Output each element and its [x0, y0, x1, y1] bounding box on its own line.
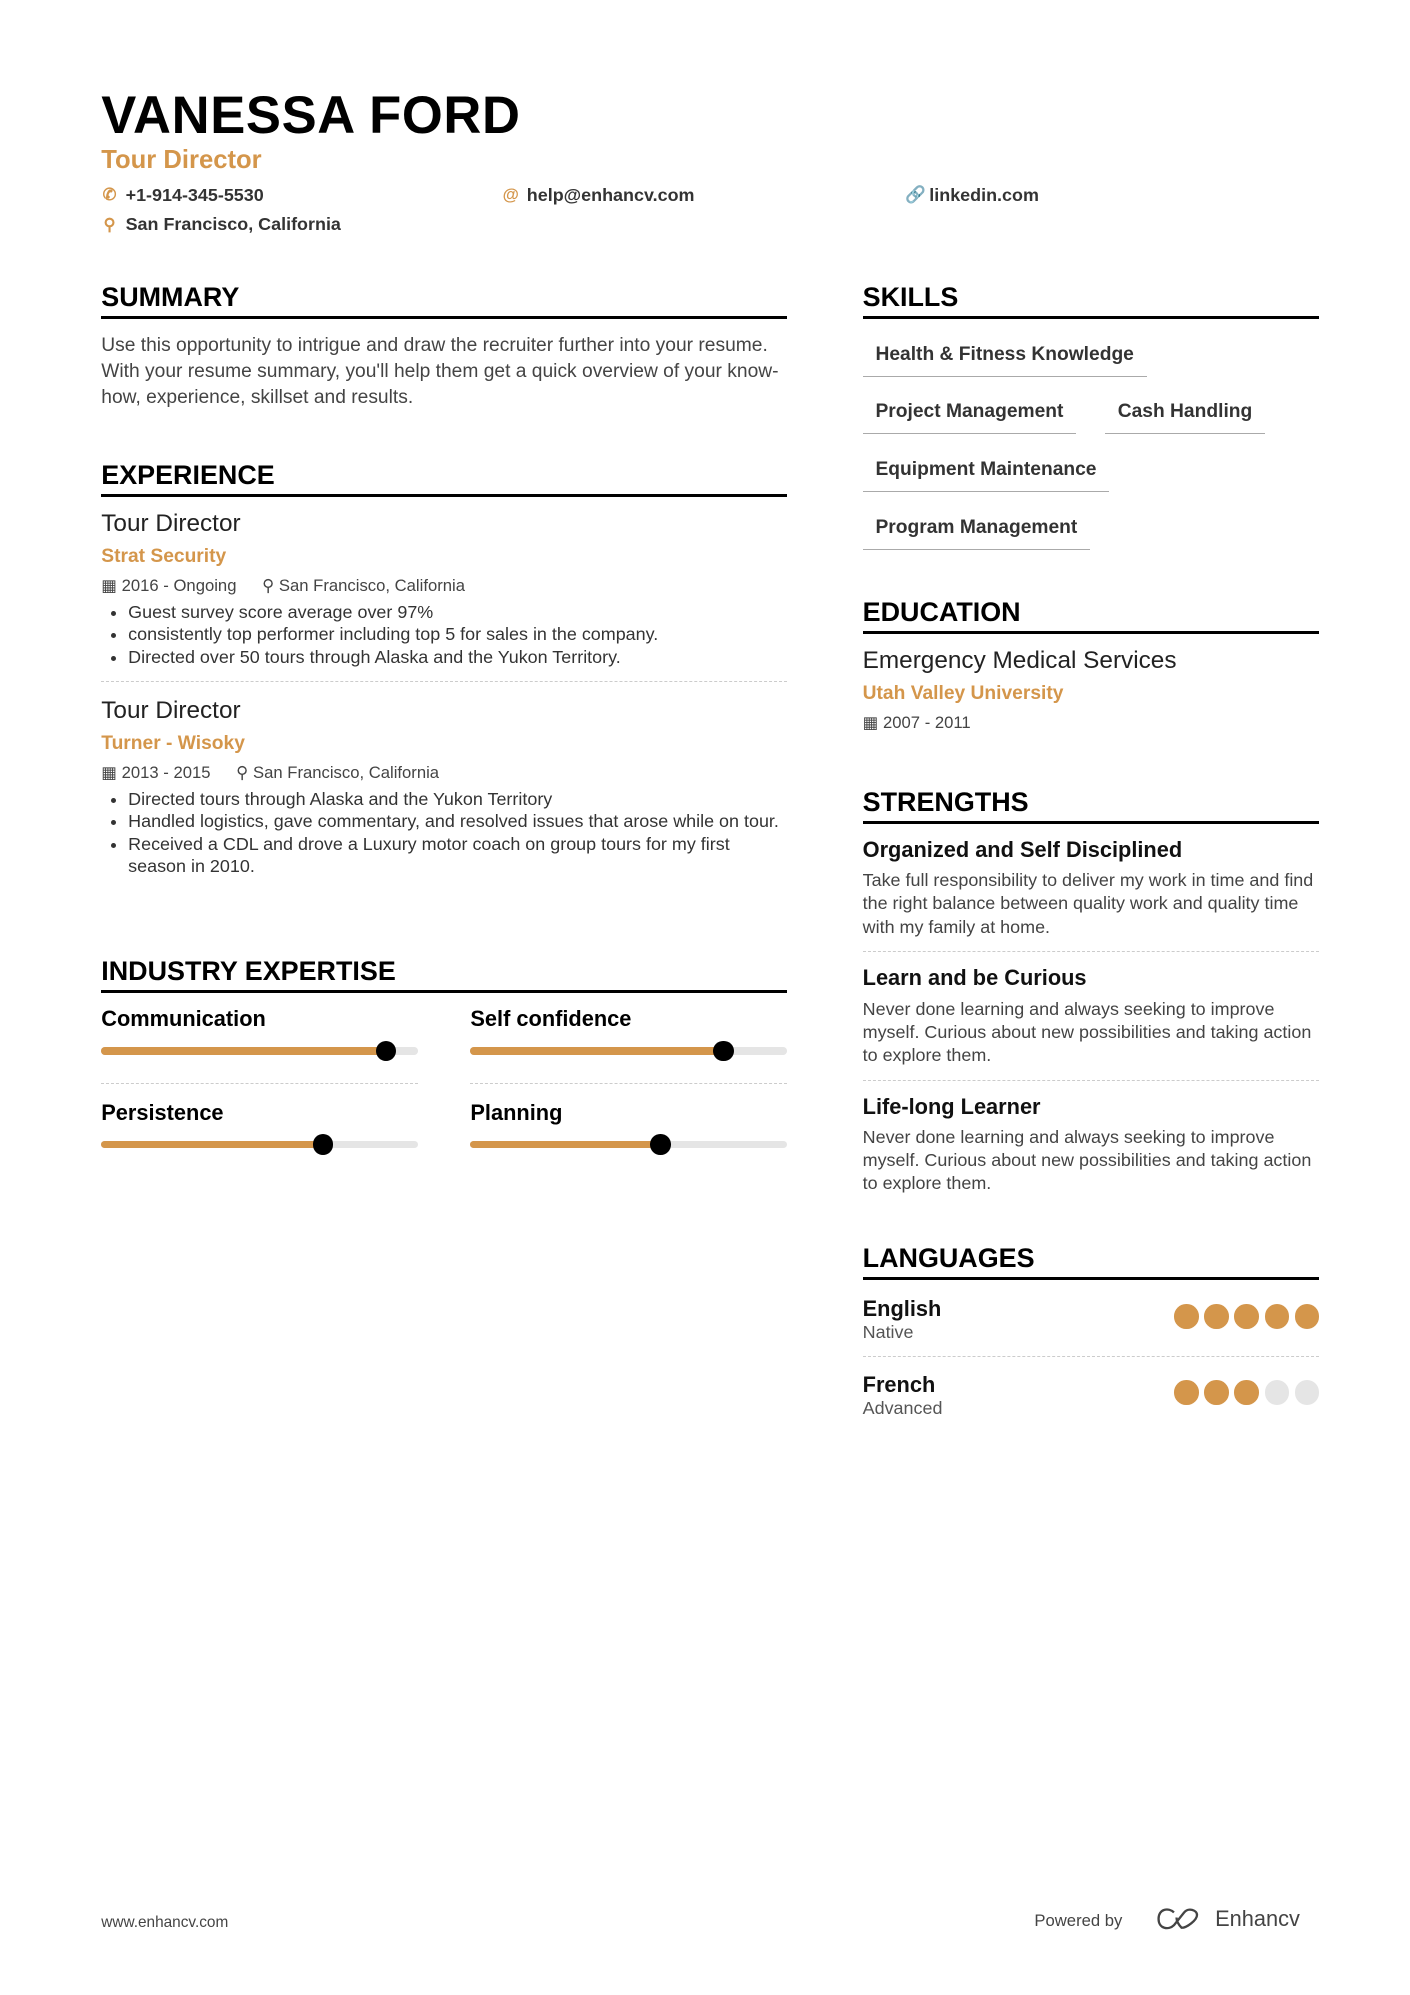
expertise-label: Planning	[470, 1099, 563, 1125]
phone[interactable]	[101, 185, 263, 206]
strengths-heading: STRENGTHS	[863, 787, 1319, 824]
strength-title: Learn and be Curious	[862, 965, 1087, 991]
expertise-knob	[713, 1041, 734, 1062]
expertise-heading: INDUSTRY EXPERTISE	[101, 956, 787, 993]
job-title: Tour Director	[101, 510, 241, 538]
skill-tag: Equipment Maintenance	[863, 459, 1110, 492]
enhancv-logo-icon	[1156, 1906, 1202, 1932]
job-bullet: • Directed over 50 tours through Alaska and the Yukon Territory.	[128, 646, 787, 668]
location	[101, 214, 341, 235]
job-entry	[101, 697, 787, 877]
proficiency-dot	[1265, 1380, 1289, 1404]
proficiency-dots	[1168, 1304, 1319, 1334]
at-icon: @	[502, 185, 519, 205]
divider	[863, 1080, 1319, 1081]
job-entry	[101, 510, 787, 682]
proficiency-dot	[1174, 1380, 1198, 1404]
strength-title: Organized and Self Disciplined	[862, 837, 1183, 862]
dates-text: 2016 - Ongoing	[121, 575, 237, 595]
experience-list	[101, 510, 787, 877]
calendar-icon: ▦	[101, 575, 122, 595]
job-title: Tour Director	[101, 697, 241, 725]
skill-tag: Program Management	[863, 517, 1090, 550]
language-name: French	[862, 1372, 936, 1398]
strength-text: Take full responsibility to deliver my work in time and find the right balance between quality work and quality time with my family at home.	[862, 870, 1314, 937]
location-pin-icon: ⚲	[262, 575, 279, 595]
phone-icon: ✆	[102, 185, 117, 205]
enhancv-logo[interactable]	[1156, 1906, 1300, 1932]
language-item	[863, 1372, 1319, 1419]
proficiency-dot	[1295, 1304, 1319, 1328]
language-level: Advanced	[862, 1398, 943, 1419]
website-link[interactable]	[905, 185, 1039, 206]
calendar-icon: ▦	[101, 762, 122, 782]
proficiency-dot	[1234, 1304, 1258, 1328]
skill-tag: Cash Handling	[1105, 401, 1265, 434]
company: Turner - Wisoky	[101, 732, 245, 754]
expertise-label: Communication	[101, 1006, 266, 1032]
divider	[470, 1083, 787, 1084]
strengths-list	[863, 837, 1319, 1195]
skill-tag: Health & Fitness Knowledge	[863, 344, 1147, 377]
location-text: San Francisco, California	[253, 762, 440, 782]
strength-title: Life-long Learner	[862, 1093, 1041, 1119]
strength-item	[863, 837, 1319, 952]
proficiency-dot	[1295, 1380, 1319, 1404]
job-bullet: • Directed tours through Alaska and the Yukon Territory	[128, 788, 787, 810]
footer-url[interactable]: www.enhancv.com	[101, 1913, 229, 1931]
languages-heading: LANGUAGES	[863, 1243, 1319, 1280]
expertise-knob	[313, 1134, 334, 1155]
expertise-knob	[376, 1041, 397, 1062]
job-dates	[101, 576, 236, 596]
divider	[101, 1083, 418, 1084]
dates-text: 2013 - 2015	[121, 762, 211, 782]
expertise-label: Persistence	[101, 1099, 224, 1125]
language-item	[863, 1296, 1319, 1343]
expertise-fill	[470, 1141, 660, 1149]
expertise-fill	[101, 1141, 323, 1149]
strength-item	[863, 1094, 1319, 1196]
location-text: San Francisco, California	[125, 214, 341, 235]
summary-text: Use this opportunity to intrigue and draw the recruiter further into your resume. With your resume summary, you'll help them get a quick overview of your know-how, experience, skillset and results.	[101, 335, 779, 408]
expertise-slider	[101, 1047, 418, 1055]
phone-text: +1-914-345-5530	[125, 184, 264, 205]
skills-heading: SKILLS	[863, 282, 1319, 319]
job-bullet: • Received a CDL and drove a Luxury motor coach on group tours for my first season in 2010.	[128, 833, 787, 878]
expertise-label: Self confidence	[470, 1006, 632, 1032]
job-bullet: • consistently top performer including top 5 for sales in the company.	[128, 623, 787, 645]
proficiency-dot	[1234, 1380, 1258, 1404]
languages-list	[863, 1296, 1319, 1419]
proficiency-dot	[1174, 1304, 1198, 1328]
proficiency-dots	[1168, 1380, 1319, 1410]
email[interactable]	[502, 185, 694, 206]
school: Utah Valley University	[862, 682, 1064, 704]
link-icon: 🔗	[904, 185, 926, 205]
expertise-fill	[470, 1047, 723, 1055]
location-text: San Francisco, California	[278, 575, 465, 595]
divider	[101, 681, 787, 682]
enhancv-brand-text: Enhancv	[1215, 1906, 1300, 1932]
powered-by: Powered by	[1034, 1911, 1123, 1931]
education-dates	[863, 713, 971, 733]
degree: Emergency Medical Services	[862, 647, 1177, 675]
expertise-slider	[470, 1047, 787, 1055]
experience-heading: EXPERIENCE	[101, 460, 787, 497]
dates-text: 2007 - 2011	[883, 712, 971, 732]
link-text: linkedin.com	[929, 184, 1039, 205]
proficiency-dot	[1204, 1304, 1228, 1328]
expertise-slider	[470, 1141, 787, 1149]
strength-item	[863, 965, 1319, 1080]
language-name: English	[862, 1295, 942, 1321]
company: Strat Security	[101, 545, 227, 567]
candidate-name: VANESSA FORD	[101, 85, 521, 145]
job-location	[262, 576, 465, 596]
divider	[863, 1356, 1319, 1357]
job-bullet: • Handled logistics, gave commentary, and resolved issues that arose while on tour.	[128, 810, 787, 832]
location-pin-icon: ⚲	[236, 762, 253, 782]
proficiency-dot	[1265, 1304, 1289, 1328]
email-text: help@enhancv.com	[526, 184, 695, 205]
strength-text: Never done learning and always seeking to improve myself. Curious about new possibilities and taking action to explore them.	[862, 1126, 1312, 1194]
education-heading: EDUCATION	[863, 597, 1319, 634]
education-entry	[863, 647, 1319, 732]
expertise-fill	[101, 1047, 386, 1055]
job-dates	[101, 763, 210, 783]
skill-tag: Project Management	[863, 401, 1077, 434]
divider	[863, 951, 1319, 952]
calendar-icon: ▦	[862, 712, 884, 732]
expertise-slider	[101, 1141, 418, 1149]
proficiency-dot	[1204, 1380, 1228, 1404]
strength-text: Never done learning and always seeking to improve myself. Curious about new possibilities and taking action to explore them.	[862, 998, 1312, 1065]
job-bullet: • Guest survey score average over 97%	[128, 601, 787, 623]
job-location	[236, 763, 439, 783]
language-level: Native	[862, 1321, 914, 1342]
expertise-knob	[650, 1134, 671, 1155]
summary-heading: SUMMARY	[101, 282, 787, 319]
candidate-title: Tour Director	[101, 146, 262, 175]
location-pin-icon: ⚲	[103, 214, 116, 234]
